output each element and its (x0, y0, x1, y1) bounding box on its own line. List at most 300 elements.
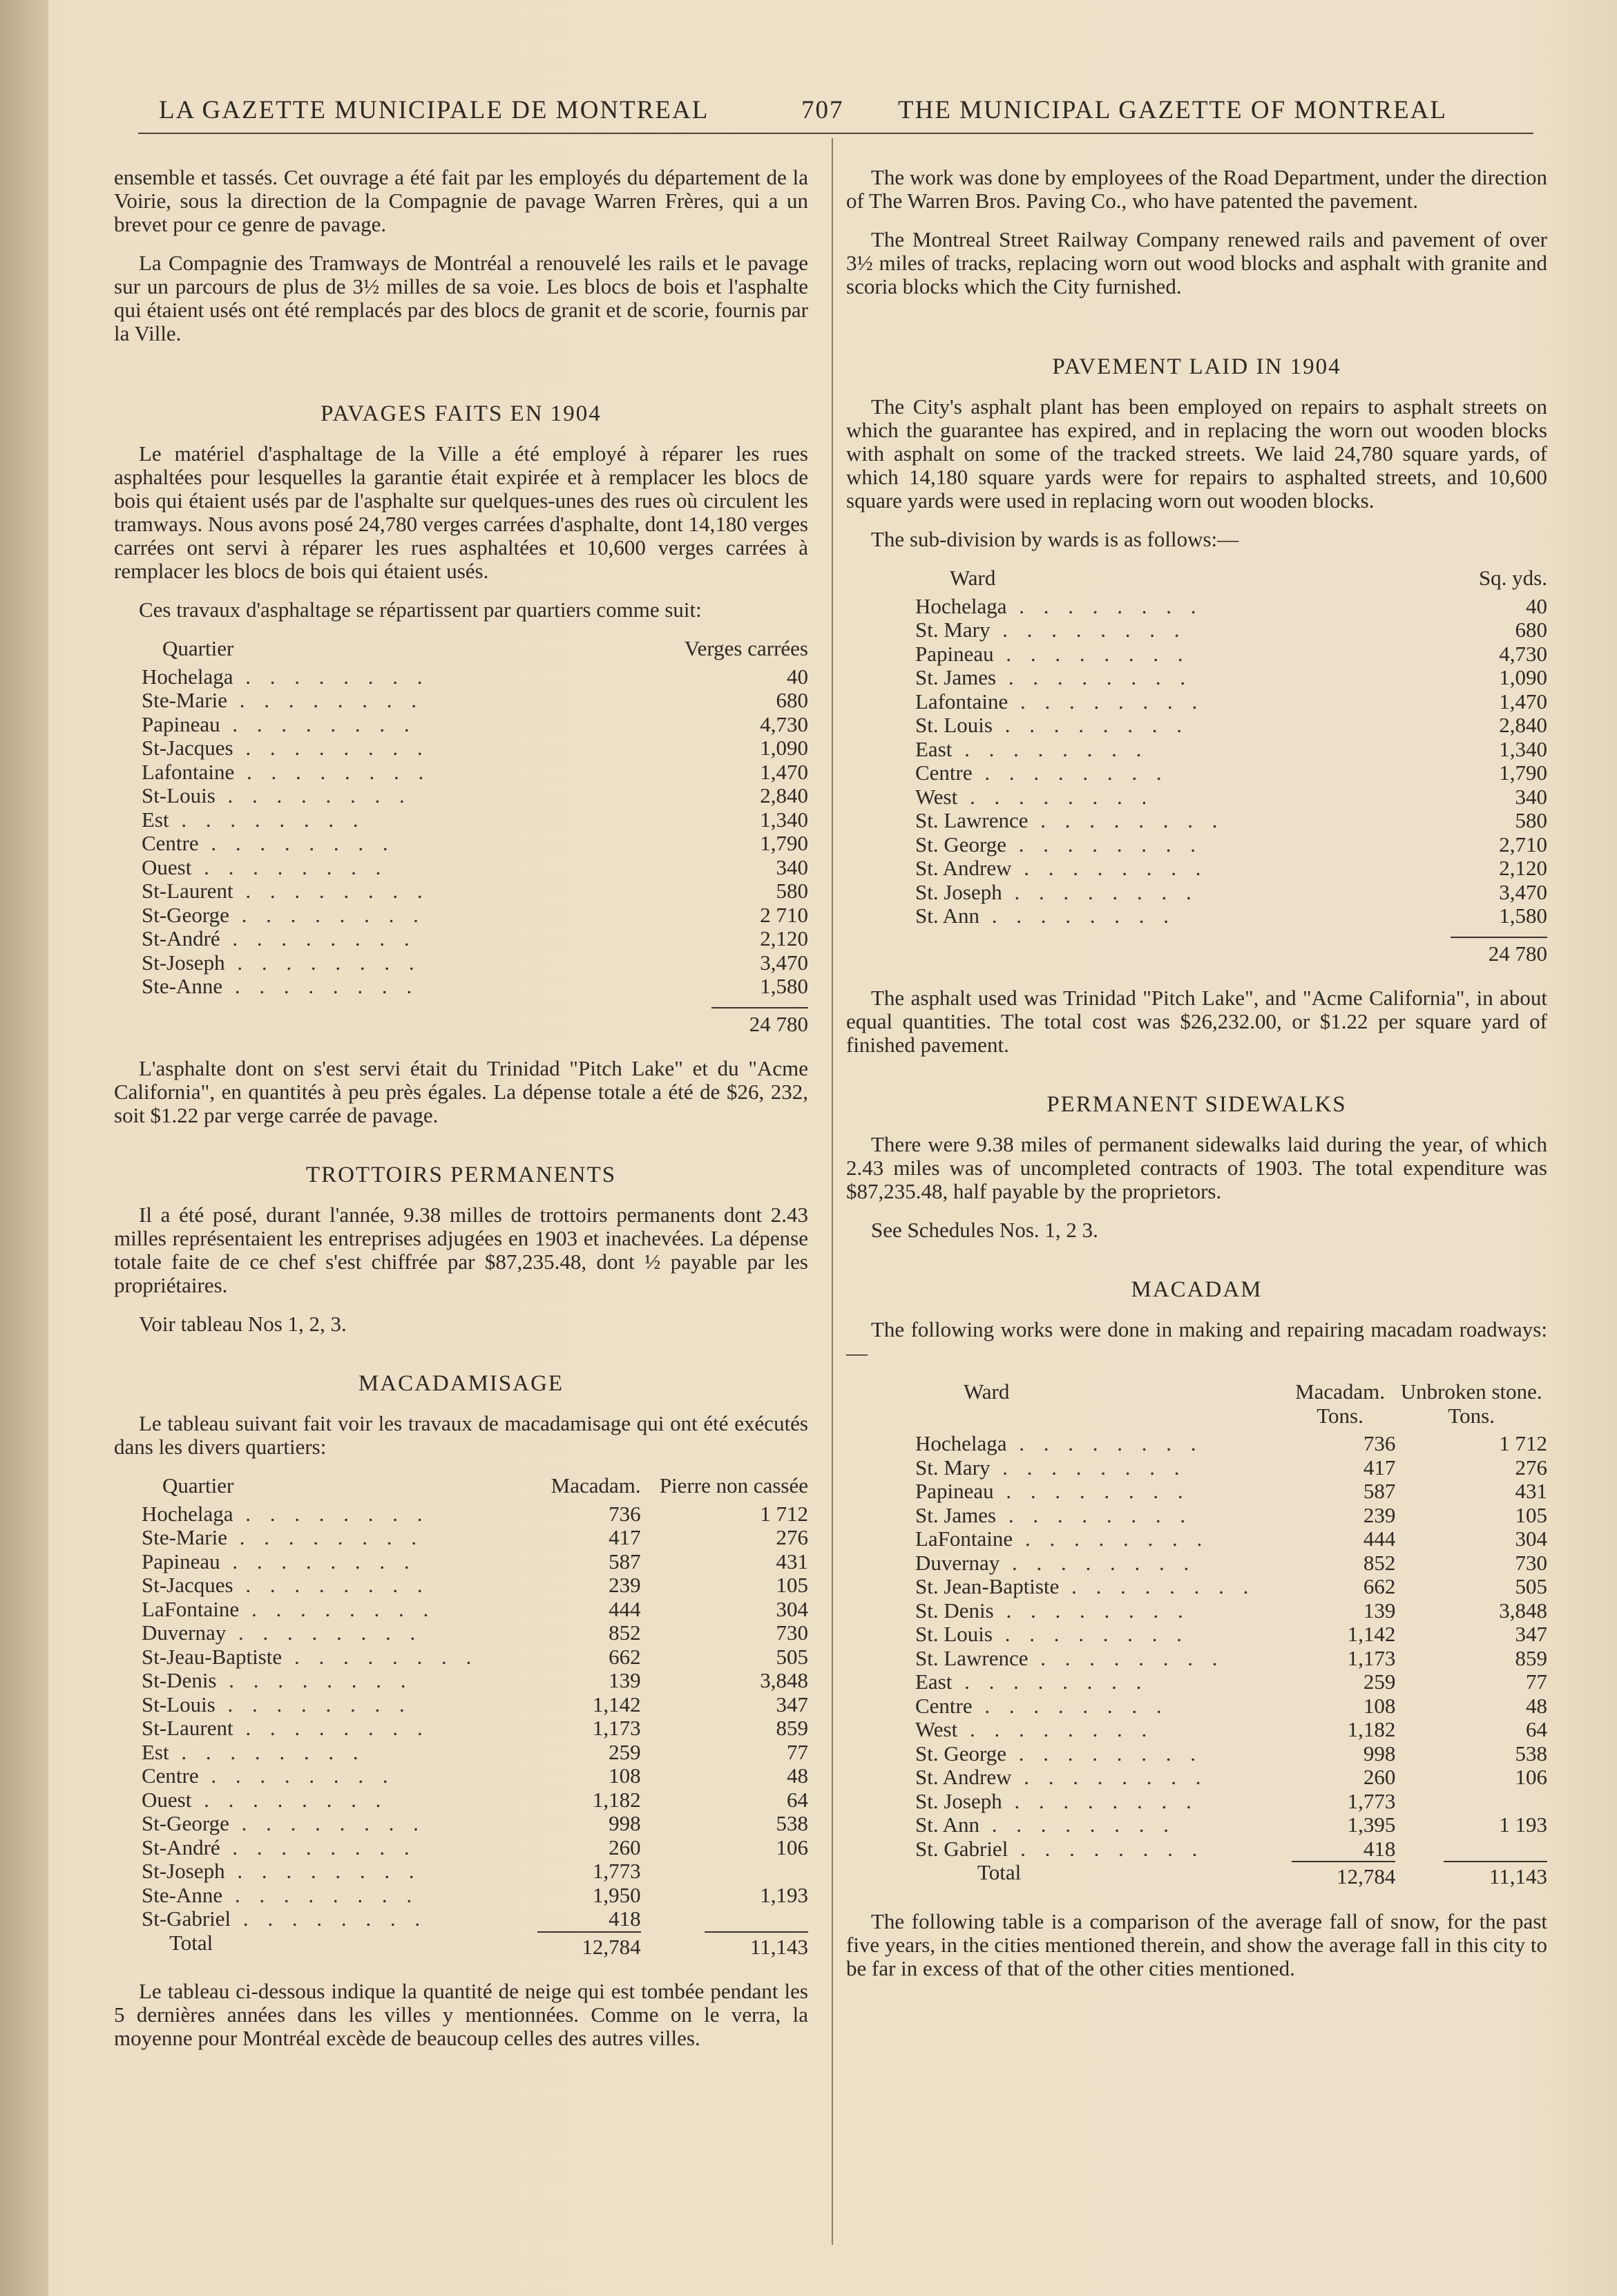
en-mac-col-macadam: Macadam. (1295, 1379, 1386, 1404)
en-pav-col-sqyds: Sq. yds. (1478, 566, 1547, 590)
table-row (846, 1837, 1547, 1862)
ward-name: St. James (915, 1502, 997, 1527)
ward-name: St. Louis (915, 713, 993, 737)
leader-dots: . . . . . . . . (169, 1739, 365, 1764)
table-row (846, 1623, 1547, 1647)
cell-value: 260 (1363, 1765, 1396, 1789)
ward-name: St-Gabriel (142, 1906, 231, 1931)
cell-value: 260 (609, 1835, 641, 1859)
cell-value: 852 (1363, 1550, 1396, 1575)
en-snow-paragraph: The following table is a comparison of the average fall of snow, for the past five years, in the cities mentioned therein, and show the average fall in this city to be far in excess of that of the other cities mentioned. (846, 1908, 1547, 1980)
leader-dots: . . . . . . . . (992, 1622, 1189, 1646)
cell-value: 106 (776, 1835, 808, 1859)
ward-name: Papineau (915, 641, 994, 666)
leader-dots: . . . . . . . . (220, 926, 417, 950)
en-sidewalks-ref: See Schedules Nos. 1, 2 3. (871, 1218, 1098, 1242)
cell-value: 64 (1526, 1717, 1547, 1741)
table-row (846, 1790, 1547, 1814)
cell-value: 259 (1363, 1670, 1396, 1694)
fr-trottoirs-heading: TROTTOIRS PERMANENTS (305, 1163, 617, 1187)
table-row (114, 1550, 808, 1574)
table-row (846, 1599, 1547, 1623)
en-pavement-paragraph: The City's asphalt plant has been employed on repairs to asphalt streets on which the guarantee has expired, and in replacing the worn out wooden blocks with asphalt on some of the tracked streets. We laid 24,780 square yards, of which 14,180 square yards were for repairs to asphalted streets, and 10,600 square yards were used in replacing worn out wooden blocks. (846, 394, 1547, 513)
cell-value: 538 (1515, 1741, 1547, 1766)
cell-value: 852 (609, 1620, 641, 1645)
en-mac-total-unbroken: 11,143 (1444, 1861, 1547, 1889)
leader-dots: . . . . . . . . (1002, 1788, 1198, 1813)
ward-name: Papineau (915, 1479, 994, 1503)
ward-name: East (915, 1670, 953, 1694)
leader-dots: . . . . . . . . (220, 711, 417, 736)
ward-name: St. Ann (915, 903, 980, 928)
ward-name: St-Joseph (142, 950, 225, 975)
ward-name: St-Joseph (142, 1859, 225, 1883)
ward-name: St. Ann (915, 1812, 980, 1837)
leader-dots: . . . . . . . . (979, 903, 1176, 928)
table-row (114, 951, 808, 975)
leader-dots: . . . . . . . . (1008, 689, 1205, 714)
fr-macadamisage-heading: MACADAMISAGE (358, 1371, 564, 1396)
leader-dots: . . . . . . . . (220, 1835, 417, 1859)
ward-name: Ste-Marie (142, 688, 227, 712)
fr-intro-paragraph-2: La Compagnie des Tramways de Montréal a renouvelé les rails et le pavage sur un parcours de plus de 3½ milles de sa voie. Les blocs de bois et l'asphalte qui étaient usés ont été remplacés par des blocs de granit et de scorie, fournis par la Ville. (114, 251, 808, 345)
cell-value: 3,470 (1499, 879, 1547, 904)
cell-value: 340 (1515, 784, 1547, 809)
cell-value: 2,120 (1499, 856, 1547, 880)
cell-value: 3,848 (760, 1668, 808, 1692)
ward-name: Centre (915, 760, 973, 785)
table-row (114, 1502, 808, 1527)
leader-dots: . . . . . . . . (979, 1812, 1176, 1837)
en-sidewalks-paragraph: There were 9.38 miles of permanent sidewalks laid during the year, of which 2.43 miles was of uncompleted contracts of 1903. The total expenditure was $87,235.48, half payable by the proprietors. (846, 1132, 1547, 1203)
fr-mac-total-macadam: 12,784 (537, 1931, 641, 1960)
ward-name: Hochelaga (142, 664, 233, 689)
cell-value: 1,182 (592, 1787, 641, 1812)
leader-dots: . . . . . . . . (993, 1598, 1190, 1623)
ward-name: St. Mary (915, 1455, 991, 1480)
cell-value: 1,580 (1499, 903, 1547, 928)
table-row (846, 595, 1547, 619)
cell-value: 736 (1363, 1431, 1396, 1455)
cell-value: 64 (787, 1787, 808, 1812)
ward-name: St. Mary (915, 618, 991, 642)
ward-name: St. Lawrence (915, 1645, 1028, 1670)
cell-value: 77 (787, 1739, 808, 1764)
table-row (114, 856, 808, 880)
fr-pav-col-verges: Verges carrées (684, 636, 808, 660)
cell-value: 418 (609, 1906, 641, 1931)
en-mac-total-label: Total (977, 1860, 1022, 1884)
en-intro-paragraph-2: The Montreal Street Railway Company renewed rails and pavement of over 3½ miles of tracks, replacing worn out wood blocks and asphalt with granite and scoria blocks which the City furnished. (846, 227, 1547, 298)
cell-value: 2 710 (760, 902, 808, 927)
table-row (114, 1598, 808, 1622)
cell-value: 1,182 (1347, 1717, 1396, 1741)
ward-name: Centre (142, 1763, 199, 1788)
cell-value: 1 712 (760, 1501, 808, 1526)
leader-dots: . . . . . . . . (198, 1763, 395, 1788)
table-row (114, 1788, 808, 1812)
cell-value: 1,790 (760, 831, 808, 855)
cell-value: 1,773 (592, 1859, 641, 1883)
fr-pavages-paragraph: Le matériel d'asphaltage de la Ville a été employé à réparer les rues asphaltées pour lesquelles la garantie était expirée et à remplacer les blocs de bois qui étaient usés par de l'asphalte sur quelques-unes des rues où circulent les tramways. Nous avons posé 24,780 verges carrées d'asphalte, dont 14,180 verges carrées ont servi à réparer les rues asphaltées et 10,600 verges carrées à remplacer les blocs de bois qui étaient usés. (114, 441, 808, 583)
cell-value: 3,848 (1499, 1598, 1547, 1623)
cell-value: 1,395 (1347, 1812, 1396, 1837)
table-row (846, 1742, 1547, 1766)
en-mac-col-unbroken: Unbroken stone. (1400, 1379, 1542, 1404)
cell-value: 1,173 (592, 1716, 641, 1740)
table-row (846, 761, 1547, 785)
cell-value: 1,090 (760, 736, 808, 760)
en-mac-col-ward: Ward (964, 1379, 1010, 1404)
leader-dots: . . . . . . . . (1011, 1765, 1208, 1789)
cell-value: 2,840 (760, 783, 808, 807)
header-french-title: LA GAZETTE MUNICIPALE DE MONTREAL (159, 96, 709, 124)
cell-value: 40 (787, 664, 808, 689)
cell-value: 2,710 (1499, 832, 1547, 857)
cell-value: 4,730 (1499, 641, 1547, 666)
table-row (846, 1456, 1547, 1480)
cell-value: 538 (776, 1811, 808, 1835)
cell-value: 239 (1363, 1502, 1396, 1527)
ward-name: West (915, 1717, 958, 1741)
leader-dots: . . . . . . . . (233, 1573, 430, 1597)
leader-dots: . . . . . . . . (224, 950, 421, 975)
fr-mac-col-quartier: Quartier (162, 1473, 234, 1498)
cell-value: 444 (609, 1596, 641, 1621)
cell-value: 1,580 (760, 974, 808, 998)
fr-trottoirs-ref: Voir tableau Nos 1, 2, 3. (139, 1312, 347, 1336)
cell-value: 340 (776, 854, 808, 879)
table-row (846, 1551, 1547, 1576)
table-row (114, 1836, 808, 1860)
cell-value: 1,340 (1499, 736, 1547, 761)
ward-name: St-Louis (142, 783, 216, 807)
leader-dots: . . . . . . . . (972, 1693, 1169, 1718)
ward-name: West (915, 784, 958, 809)
cell-value (641, 1907, 808, 1931)
leader-dots: . . . . . . . . (993, 1479, 1190, 1503)
leader-dots: . . . . . . . . (198, 831, 395, 855)
ward-name: LaFontaine (915, 1527, 1013, 1551)
leader-dots: . . . . . . . . (215, 783, 412, 807)
leader-dots: . . . . . . . . (1028, 808, 1225, 832)
cell-value: 580 (776, 879, 808, 903)
cell-value: 2,120 (760, 926, 808, 950)
page-number: 707 (801, 96, 844, 124)
ward-name: St-André (142, 1835, 220, 1859)
cell-value: 1,142 (1347, 1622, 1396, 1646)
table-row (114, 1716, 808, 1741)
table-row (114, 1859, 808, 1884)
leader-dots: . . . . . . . . (1059, 1574, 1256, 1598)
ward-name: St. Lawrence (915, 808, 1028, 832)
ward-name: Centre (142, 831, 199, 855)
leader-dots: . . . . . . . . (216, 1668, 413, 1692)
cell-value: 347 (1515, 1622, 1547, 1646)
table-row (114, 832, 808, 856)
fr-pavages-table (114, 637, 808, 1036)
table-row (846, 857, 1547, 881)
cell-value: 1,950 (592, 1882, 641, 1907)
cell-value: 587 (1363, 1479, 1396, 1503)
cell-value: 580 (1515, 808, 1547, 832)
leader-dots: . . . . . . . . (1028, 1645, 1225, 1670)
cell-value: 730 (776, 1620, 808, 1645)
fr-macadamisage-paragraph: Le tableau suivant fait voir les travaux de macadamisage qui ont été exécutés dans les divers quartiers: (114, 1411, 808, 1459)
fr-macadam-table (114, 1474, 808, 1959)
table-row (114, 927, 808, 951)
ward-name: St. Denis (915, 1598, 994, 1623)
cell-value: 662 (609, 1644, 641, 1669)
table-row (114, 1573, 808, 1598)
cell-value: 48 (1526, 1693, 1547, 1718)
fr-pavages-paragraph-2: Ces travaux d'asphaltage se répartissent par quartiers comme suit: (139, 597, 702, 622)
leader-dots: . . . . . . . . (999, 1550, 1196, 1575)
cell-value: 1,340 (760, 807, 808, 832)
ward-name: Ste-Anne (142, 1882, 223, 1907)
cell-value: 276 (1515, 1455, 1547, 1480)
table-row (114, 1764, 808, 1788)
cell-value: 108 (1363, 1693, 1396, 1718)
cell-value: 1,790 (1499, 760, 1547, 785)
ward-name: Hochelaga (915, 1431, 1007, 1455)
en-intro-paragraph-1: The work was done by employees of the Road Department, under the direction of The Warren Bros. Paving Co., who have patented the pavement. (846, 165, 1547, 213)
ward-name: St-Denis (142, 1668, 217, 1692)
leader-dots: . . . . . . . . (1006, 832, 1203, 857)
table-row (114, 1812, 808, 1836)
table-row (114, 1693, 808, 1717)
fr-mac-col-pierre: Pierre non cassée (659, 1473, 808, 1498)
fr-trottoirs-paragraph: Il a été posé, durant l'année, 9.38 milles de trottoirs permanents dont 2.43 milles représentaient les entreprises adjugées en 1903 et inachevées. La dépense totale faite de ce chef s'est chiffrée par $87,235.48, dont ½ payable par les propriétaires. (114, 1203, 808, 1297)
cell-value: 505 (776, 1644, 808, 1669)
table-row (846, 1504, 1547, 1528)
cell-value: 1 193 (1499, 1812, 1547, 1837)
table-row (114, 903, 808, 928)
table-row (846, 809, 1547, 833)
leader-dots: . . . . . . . . (1011, 856, 1208, 880)
ward-name: Duvernay (142, 1620, 227, 1645)
table-row (846, 1647, 1547, 1671)
table-row (114, 1907, 808, 1931)
en-mac-total-macadam: 12,784 (1292, 1861, 1395, 1889)
cell-value: 859 (1515, 1645, 1547, 1670)
table-row (846, 1432, 1547, 1456)
leader-dots: . . . . . . . . (224, 1859, 421, 1883)
table-row (846, 1694, 1547, 1719)
ward-name: Est (142, 1739, 169, 1764)
leader-dots: . . . . . . . . (226, 1620, 423, 1645)
leader-dots: . . . . . . . . (229, 1811, 425, 1835)
cell-value: 1,142 (592, 1692, 641, 1716)
table-row (114, 879, 808, 903)
leader-dots: . . . . . . . . (1002, 879, 1198, 904)
cell-value: 417 (1363, 1455, 1396, 1480)
leader-dots: . . . . . . . . (229, 902, 425, 927)
fr-neige-paragraph: Le tableau ci-dessous indique la quantité de neige qui est tombée pendant les 5 dernières années dans les villes y mentionnées. Comme on le verra, la moyenne pour Montréal excède de beaucoup celles des autres villes. (114, 1979, 808, 2050)
ward-name: St. James (915, 665, 997, 689)
table-row (114, 713, 808, 737)
table-row (114, 689, 808, 713)
en-asphalt-paragraph: The asphalt used was Trinidad "Pitch Lake", and "Acme California", in about equal quantities. The total cost was $26,232.00, or $1.22 per square yard of finished pavement. (846, 986, 1547, 1057)
cell-value: 304 (1515, 1527, 1547, 1551)
ward-name: St. Louis (915, 1622, 993, 1646)
cell-value: 730 (1515, 1550, 1547, 1575)
ward-name: Lafontaine (915, 689, 1008, 714)
leader-dots: . . . . . . . . (952, 736, 1149, 761)
ward-name: Hochelaga (142, 1501, 233, 1526)
french-column (114, 166, 808, 2065)
table-row (114, 975, 808, 999)
fr-mac-total-pierre: 11,143 (705, 1931, 808, 1960)
ward-name: Papineau (142, 711, 220, 736)
en-pavement-table (846, 566, 1547, 966)
cell-value: 3,470 (760, 950, 808, 975)
fr-intro-paragraph-1: ensemble et tassés. Cet ouvrage a été fait par les employés du département de la Voirie, sous la direction de la Compagnie de pavage Warren Frères, qui a un brevet pour ce genre de pavage. (114, 165, 808, 236)
table-row (114, 1669, 808, 1693)
cell-value: 276 (776, 1525, 808, 1549)
fr-asphalte-paragraph: L'asphalte dont on s'est servi était du Trinidad "Pitch Lake" et du "Acme California", en quantités à peu près égales. La dépense totale a été de $26, 232, soit $1.22 par verge carrée de pavage. (114, 1056, 808, 1127)
ward-name: Papineau (142, 1549, 220, 1573)
ward-name: St-Jacques (142, 736, 233, 760)
cell-value: 1,470 (760, 759, 808, 784)
table-row (846, 881, 1547, 905)
leader-dots: . . . . . . . . (1006, 1431, 1203, 1455)
header-english-title: THE MUNICIPAL GAZETTE OF MONTREAL (898, 96, 1447, 124)
cell-value: 48 (787, 1763, 808, 1788)
leader-dots: . . . . . . . . (996, 665, 1193, 689)
leader-dots: . . . . . . . . (222, 1882, 419, 1907)
cell-value: 736 (609, 1501, 641, 1526)
cell-value: 680 (1515, 618, 1547, 642)
leader-dots: . . . . . . . . (227, 1525, 423, 1549)
cell-value: 1,470 (1499, 689, 1547, 714)
cell-value: 77 (1526, 1670, 1547, 1694)
fr-pav-total: 24 780 (711, 1007, 808, 1037)
leader-dots: . . . . . . . . (215, 1692, 412, 1716)
cell-value: 680 (776, 688, 808, 712)
leader-dots: . . . . . . . . (993, 641, 1190, 666)
cell-value: 2,840 (1499, 713, 1547, 737)
ward-name: St-Jeau-Baptiste (142, 1644, 283, 1669)
ward-name: Ste-Marie (142, 1525, 227, 1549)
page-header (152, 90, 1506, 138)
en-pav-total: 24 780 (1451, 937, 1547, 966)
cell-value: 304 (776, 1596, 808, 1621)
leader-dots: . . . . . . . . (990, 618, 1187, 642)
table-row (846, 714, 1547, 738)
leader-dots: . . . . . . . . (952, 1670, 1149, 1694)
table-row (846, 618, 1547, 642)
english-column (846, 166, 1547, 1996)
book-gutter (0, 0, 48, 2296)
cell-value: 1 712 (1499, 1431, 1547, 1455)
table-row (114, 1884, 808, 1908)
table-row (114, 1741, 808, 1765)
cell-value: 431 (1515, 1479, 1547, 1503)
cell-value: 1,090 (1499, 665, 1547, 689)
ward-name: Centre (915, 1693, 973, 1718)
ward-name: St-George (142, 1811, 229, 1835)
ward-name: St. Andrew (915, 1765, 1012, 1789)
cell-value: 259 (609, 1739, 641, 1764)
leader-dots: . . . . . . . . (957, 784, 1154, 809)
ward-name: St. Joseph (915, 879, 1002, 904)
leader-dots: . . . . . . . . (169, 807, 365, 832)
leader-dots: . . . . . . . . (1006, 1741, 1203, 1766)
cell-value: 859 (776, 1716, 808, 1740)
table-row (114, 784, 808, 808)
cell-value: 998 (609, 1811, 641, 1835)
table-row (114, 1621, 808, 1645)
table-row (114, 736, 808, 760)
cell-value (641, 1859, 808, 1884)
table-row (846, 1480, 1547, 1504)
en-macadam-table (846, 1380, 1547, 1889)
en-mac-col-macadam-unit: Tons. (1317, 1403, 1364, 1428)
leader-dots: . . . . . . . . (990, 1455, 1187, 1480)
leader-dots: . . . . . . . . (996, 1502, 1193, 1527)
ward-name: St. George (915, 832, 1007, 857)
cell-value: 587 (609, 1549, 641, 1573)
cell-value: 505 (1515, 1574, 1547, 1598)
cell-value: 105 (776, 1573, 808, 1597)
ward-name: St. Jean-Baptiste (915, 1574, 1060, 1598)
table-row (846, 1813, 1547, 1837)
cell-value: 1,173 (1347, 1645, 1396, 1670)
en-pav-col-ward: Ward (950, 566, 996, 590)
fr-mac-total-label: Total (169, 1930, 213, 1955)
table-row (846, 1766, 1547, 1790)
ward-name: East (915, 736, 953, 761)
leader-dots: . . . . . . . . (234, 759, 431, 784)
cell-value (1395, 1790, 1547, 1814)
en-macadam-heading: MACADAM (1131, 1277, 1263, 1302)
cell-value: 347 (776, 1692, 808, 1716)
table-row (846, 642, 1547, 667)
en-macadam-paragraph: The following works were done in making and repairing macadam roadways:— (846, 1317, 1547, 1365)
cell-value: 139 (1363, 1598, 1396, 1623)
ward-name: St. Andrew (915, 856, 1012, 880)
ward-name: St-Jacques (142, 1573, 233, 1597)
en-pavement-heading: PAVEMENT LAID IN 1904 (1052, 354, 1341, 379)
leader-dots: . . . . . . . . (191, 854, 388, 879)
ward-name: St-Laurent (142, 879, 233, 903)
fr-pav-col-quartier: Quartier (162, 636, 234, 660)
cell-value: 444 (1363, 1527, 1396, 1551)
ward-name: St. Gabriel (915, 1836, 1008, 1861)
cell-value: 662 (1363, 1574, 1396, 1598)
ward-name: Hochelaga (915, 593, 1007, 618)
leader-dots: . . . . . . . . (1006, 593, 1203, 618)
header-rule (138, 133, 1533, 134)
fr-mac-col-macadam: Macadam. (551, 1473, 641, 1498)
en-mac-col-unbroken-unit: Tons. (1448, 1403, 1495, 1428)
column-divider (832, 138, 833, 2245)
en-sidewalks-heading: PERMANENT SIDEWALKS (1046, 1092, 1347, 1117)
ward-name: Lafontaine (142, 759, 235, 784)
table-row (846, 690, 1547, 714)
ward-name: Ouest (142, 854, 192, 879)
leader-dots: . . . . . . . . (233, 736, 430, 760)
leader-dots: . . . . . . . . (191, 1787, 388, 1812)
leader-dots: . . . . . . . . (972, 760, 1169, 785)
cell-value: 239 (609, 1573, 641, 1597)
table-row (846, 1575, 1547, 1599)
leader-dots: . . . . . . . . (239, 1596, 436, 1621)
table-row (114, 808, 808, 832)
leader-dots: . . . . . . . . (282, 1644, 479, 1669)
leader-dots: . . . . . . . . (1008, 1836, 1205, 1861)
